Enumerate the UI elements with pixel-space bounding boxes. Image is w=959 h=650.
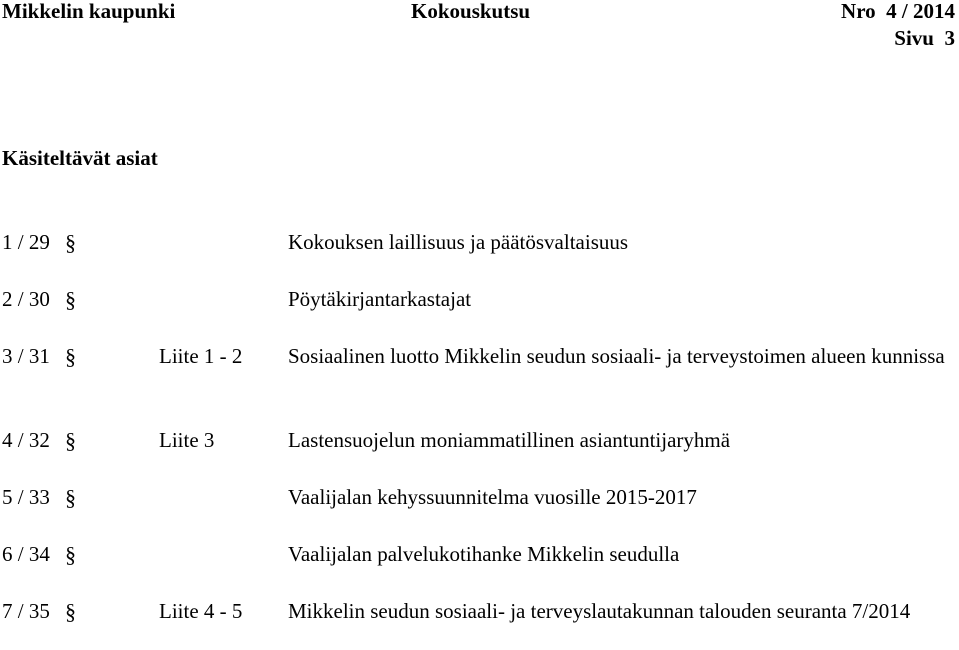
- section-symbol-icon: §: [65, 599, 76, 624]
- item-number: 5 / 33: [2, 485, 50, 509]
- item-number: 1 / 29: [2, 230, 50, 254]
- item-number: 2 / 30: [2, 287, 50, 311]
- item-title: Vaalijalan palvelukotihanke Mikkelin seudulla: [288, 542, 680, 566]
- item-title: Kokouksen laillisuus ja päätösvaltaisuus: [288, 230, 629, 254]
- organization-name: Mikkelin kaupunki: [2, 0, 176, 23]
- section-symbol-icon: §: [65, 542, 76, 567]
- item-title: Vaalijalan kehyssuunnitelma vuosille 2015-2017: [288, 485, 697, 509]
- item-number: 4 / 32: [2, 428, 50, 452]
- item-number: 3 / 31: [2, 344, 50, 368]
- item-title: Lastensuojelun moniammatillinen asiantuntijaryhmä: [288, 428, 731, 452]
- item-number: 6 / 34: [2, 542, 50, 566]
- item-attachment: Liite 3: [159, 428, 215, 452]
- document-header: [0, 0, 959, 54]
- item-title: Sosiaalinen luotto Mikkelin seudun sosiaali- ja terveystoimen alueen kunnissa: [288, 344, 945, 368]
- item-number: 7 / 35: [2, 599, 50, 623]
- page-number: Sivu 3: [894, 26, 955, 50]
- section-symbol-icon: §: [65, 230, 76, 255]
- item-attachment: Liite 1 - 2: [159, 344, 243, 368]
- section-symbol-icon: §: [65, 287, 76, 312]
- section-symbol-icon: §: [65, 485, 76, 510]
- section-title: Käsiteltävät asiat: [2, 146, 158, 170]
- section-symbol-icon: §: [65, 344, 76, 369]
- document-type: Kokouskutsu: [411, 0, 531, 23]
- section-symbol-icon: §: [65, 428, 76, 453]
- item-title: Pöytäkirjantarkastajat: [288, 287, 472, 311]
- document-number: Nro 4 / 2014: [841, 0, 955, 23]
- item-title: Mikkelin seudun sosiaali- ja terveyslautakunnan talouden seuranta 7/2014: [288, 599, 911, 623]
- item-attachment: Liite 4 - 5: [159, 599, 243, 623]
